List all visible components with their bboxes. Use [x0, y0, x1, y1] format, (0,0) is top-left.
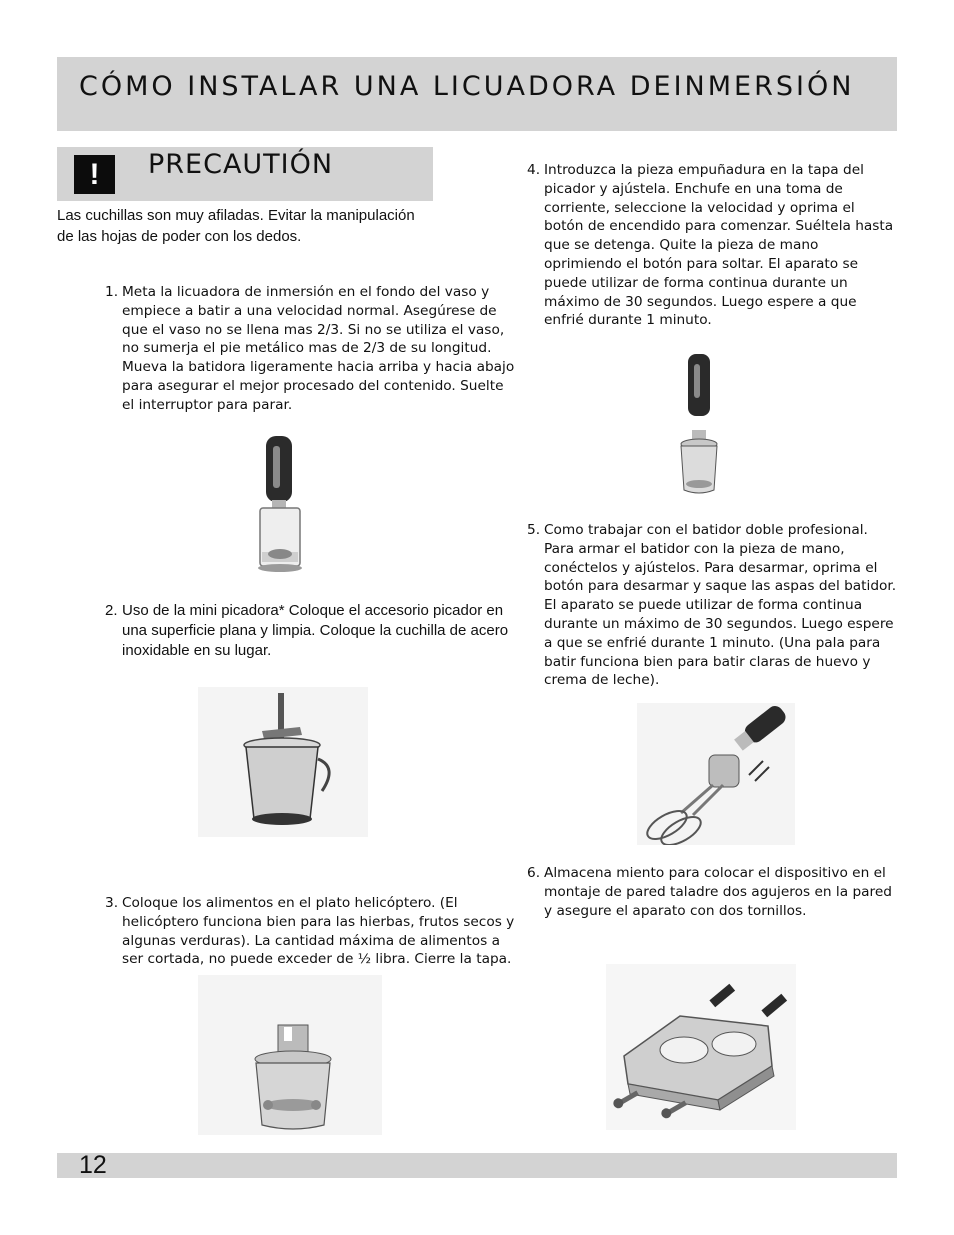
step-number: 6.	[527, 865, 541, 881]
handle-and-chopper-illustration	[672, 350, 724, 498]
warning-icon: !	[74, 155, 115, 194]
page-title: CÓMO INSTALAR UNA LICUADORA DEINMERSIÓN	[79, 71, 855, 102]
step-1	[105, 283, 520, 415]
step-text: Uso de la mini picadora* Coloque el accesorio picador en una superficie plana y limpia. Coloque la cuchilla de acero inoxidable en su lugar.	[122, 602, 509, 659]
immersion-blender-in-beaker-illustration	[250, 432, 310, 574]
wall-mount-bracket-illustration	[606, 964, 796, 1130]
caution-title: PRECAUTIÓN	[148, 149, 334, 180]
step-text: Almacena miento para colocar el dispositivo en el montaje de pared taladre dos agujeros en la pared y asegure el aparato con dos tornillos.	[544, 865, 892, 919]
step-text: Coloque los alimentos en el plato helicóptero. (El helicóptero funciona bien para las hierbas, frutos secos y algunas verduras). La cantidad máxima de alimentos a ser cortada, no puede exceder de ½ libra. Cierre la tapa.	[122, 895, 515, 968]
step-number: 1.	[105, 284, 119, 300]
step-number: 3.	[105, 895, 119, 911]
page-number: 12	[79, 1151, 107, 1179]
step-5	[527, 521, 898, 690]
title-banner	[57, 57, 897, 131]
step-3	[105, 894, 520, 969]
double-whisk-illustration	[637, 703, 795, 845]
step-number: 2.	[105, 602, 118, 619]
footer-bar	[57, 1153, 897, 1178]
step-2	[105, 601, 520, 661]
step-number: 5.	[527, 522, 541, 538]
step-text: Introduzca la pieza empuñadura en la tapa del picador y ajústela. Enchufe en una toma de corriente, seleccione la velocidad y oprima el botón de encendido para comenzar. Suéltela hasta que se detenga. Quite la pieza de mano oprimiendo el botón para soltar. El aparato se puede utilizar de forma continua durante un máximo de 30 segundos. Luego espere a que enfrié durante 1 minuto.	[544, 162, 894, 329]
step-6	[527, 864, 898, 920]
step-4	[527, 161, 896, 330]
chopper-with-lid-illustration	[198, 975, 382, 1135]
caution-text: Las cuchillas son muy afiladas. Evitar la manipulación de las hojas de poder con los dedos.	[57, 207, 415, 245]
step-text: Meta la licuadora de inmersión en el fondo del vaso y empiece a batir a una velocidad normal. Asegúrese de que el vaso no se llena mas 2/3. Si no se utiliza el vaso, no sumerja el pie metálico mas de 2/3 de su longitud. Mueva la batidora ligeramente hacia arriba y hacia abajo para asegurar el mejor procesado del contenido. Suelte el interruptor para parar.	[122, 284, 515, 413]
mini-chopper-bowl-illustration	[198, 687, 368, 837]
caution-banner	[57, 147, 433, 201]
step-text: Como trabajar con el batidor doble profesional. Para armar el batidor con la pieza de mano, conéctelos y ajústelos. Para desarmar, oprima el botón para desarmar y saque las aspas del batidor. El aparato se puede utilizar de forma continua durante un máximo de 30 segundos. Luego espere a que se enfrié durante 1 minuto. (Una pala para batir funciona bien para batir claras de huevo y crema de leche).	[544, 522, 897, 689]
step-number: 4.	[527, 162, 541, 178]
